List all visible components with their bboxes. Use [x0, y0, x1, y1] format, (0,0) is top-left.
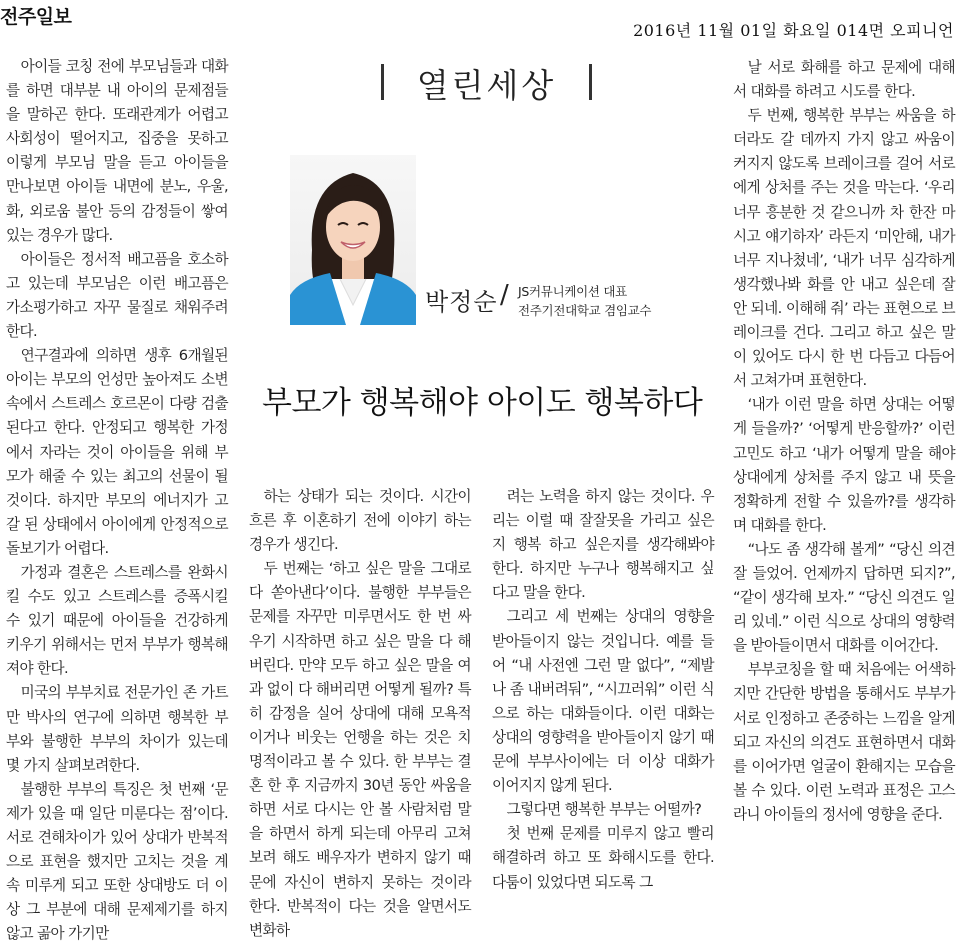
paragraph: 부부코칭을 할 때 처음에는 어색하지만 간단한 방법을 통해서도 부부가 서로 인정하고 존중하는 느낌을 알게 되고 자신의 의견도 표현하면서 대화를 이어가면 얼굴이 환해지는 모습을 볼 수 있다. 이런 노력과 표정은 고스라니 아이들의 정서에 영향을 준다.	[733, 661, 955, 823]
article-column-2	[249, 485, 471, 943]
author-role-line-1: JS커뮤니케이션 대표	[518, 284, 627, 299]
paragraph: “나도 좀 생각해 볼게” “당신 의견 잘 들었어. 언제까지 답하면 되지?”, “같이 생각해 보자.” “당신 의견도 일리 있네.” 이런 식으로 상대의 영향력을 받아들이면서 대화를 이어간다.	[733, 540, 955, 655]
newspaper-masthead: 전주일보	[0, 6, 72, 28]
title-bar-right	[589, 64, 592, 100]
article-column-3	[492, 485, 714, 895]
paragraph: 아이들은 정서적 배고픔을 호소하고 있는데 부모님은 이런 배고픔은 가소평가하고 자꾸 물질로 채워주려 한다.	[6, 250, 228, 341]
paragraph: 날 서로 화해를 하고 문제에 대해서 대화를 하려고 시도를 한다.	[733, 59, 955, 101]
author-name: 박정순	[425, 288, 498, 316]
paragraph: 두 번째, 행복한 부부는 싸움을 하더라도 갈 데까지 가지 않고 싸움이 커지지 않도록 브레이크를 걸어 서로에게 상처를 주는 것을 막는다. ‘우리 너무 흥분한 것 같으니까 차 한잔 마시고 얘기하자’ 라든지 ‘미안해, 내가 너무 지나쳤네’, ‘내가 너무 심각하게 생각했나봐 화를 안 내고 싶은데 잘 안 되네. 이해해 줘’ 라는 표현으로 브레이크를 건다. 그리고 하고 싶은 말이 있어도 다시 한 번 다듬고 다듬어서 고쳐가며 표현한다.	[733, 107, 955, 390]
section-title-text: 열린세상	[416, 65, 557, 105]
paragraph: 불행한 부부의 특징은 첫 번째 ‘문제가 있을 때 일단 미룬다는 점’이다. 서로 견해차이가 있어 상대가 반복적으로 표현을 했지만 고치는 것을 계속 미루게 되고 또한 상대방도 더 이상 그 부분에 대해 문제제기를 하지 않고 곪아 가기만	[6, 780, 228, 943]
article-headline: 부모가 행복해야 아이도 행복하다	[262, 385, 703, 421]
paragraph: 그리고 세 번째는 상대의 영향을 받아들이지 않는 것입니다. 예를 들어 “내 사전엔 그런 말 없다”, “제발 나 좀 내버려둬”, “시끄러워” 이런 식으로 하는 대화들이다. 이런 대화는 상대의 영향력을 받아들이지 않기 때문에 부부사이에는 더 이상 대화가 이어지지 않게 된다.	[492, 608, 714, 795]
paragraph: ‘내가 이런 말을 하면 상대는 어떻게 들을까?’ ‘어떻게 반응할까?’ 이런 고민도 하고 ‘내가 어떻게 말을 해야 상대에게 상처를 주지 않고 내 뜻을 정확하게 전할 수 있을까?를 생각하며 대화를 한다.	[733, 396, 955, 534]
paragraph: 하는 상태가 되는 것이다. 시간이 흐른 후 이혼하기 전에 이야기 하는 경우가 생긴다.	[249, 488, 471, 554]
paragraph: 미국의 부부치료 전문가인 존 가트만 박사의 연구에 의하면 행복한 부부와 불행한 부부의 차이가 있는데 몇 가지 살펴보려한다.	[6, 684, 228, 774]
paragraph: 아이들 코칭 전에 부모님들과 대화를 하면 대부분 내 아이의 문제점들을 말하곤 한다. 또래관계가 어렵고 사회성이 떨어지고, 집중을 못하고 이렇게 부모님 말을 듣고 아이들을 만나보면 아이들 내면에 분노, 우울, 화, 외로움 불안 등의 감정들이 쌓여 있는 경우가 많다.	[6, 58, 228, 244]
paragraph: 첫 번째 문제를 미루지 않고 빨리 해결하려 하고 또 화해시도를 한다. 다툼이 있었다면 되도록 그	[492, 825, 714, 891]
paragraph: 두 번째는 ‘하고 싶은 말을 그대로 다 쏟아낸다’이다. 불행한 부부들은 문제를 자꾸만 미루면서도 한 번 싸우기 시작하면 하고 싶은 말을 다 해버린다. 만약 모두 하고 싶은 말을 여과 없이 다 해버리면 어떻게 될까? 특히 감정을 실어 상대에 대해 모욕적이거나 비웃는 언행을 하는 것은 치명적이라고 볼 수 있다. 한 부부는 결혼 한 후 지금까지 30년 동안 싸움을 하면 서로 다시는 안 볼 사람처럼 말을 하면서 하게 되는데 아무리 고쳐보려 해도 배우자가 변하지 않기 때문에 자신이 변하지 못하는 것이라 한다. 반복적이 다는 것을 알면서도 변화하	[249, 560, 471, 939]
author-role	[518, 282, 651, 320]
section-title	[381, 56, 592, 110]
paragraph: 려는 노력을 하지 않는 것이다. 우리는 이럴 때 잘잘못을 가리고 싶은지 행복 하고 싶은지를 생각해봐야 한다. 하지만 누구나 행복해지고 싶다고 말을 한다.	[492, 488, 714, 602]
title-bar-left	[381, 64, 384, 100]
article-column-4	[733, 56, 955, 827]
paragraph: 그렇다면 행복한 부부는 어떨까?	[506, 801, 702, 819]
author-role-line-2: 전주기전대학교 겸임교수	[518, 303, 652, 318]
paragraph: 가정과 결혼은 스트레스를 완화시킬 수도 있고 스트레스를 증폭시킬 수 있기 때문에 아이들을 건강하게 키우기 위해서는 먼저 부부가 행복해져야 한다.	[6, 563, 228, 678]
paragraph: 연구결과에 의하면 생후 6개월된 아이는 부모의 언성만 높아져도 소변 속에서 스트레스 호르몬이 다량 검출된다고 한다. 안정되고 행복한 가정에서 자라는 것이 아이들을 위해 부모가 해줄 수 있는 최고의 선물이 될 것이다. 하지만 부모의 에너지가 고갈 된 상태에서 아이에게 안정적으로 돌보기가 어렵다.	[6, 347, 228, 557]
byline-separator: /	[500, 280, 509, 310]
author-photo	[290, 155, 416, 325]
article-column-1	[6, 55, 228, 946]
dateline: 2016년 11월 01일 화요일 014면 오피니언	[633, 21, 954, 40]
